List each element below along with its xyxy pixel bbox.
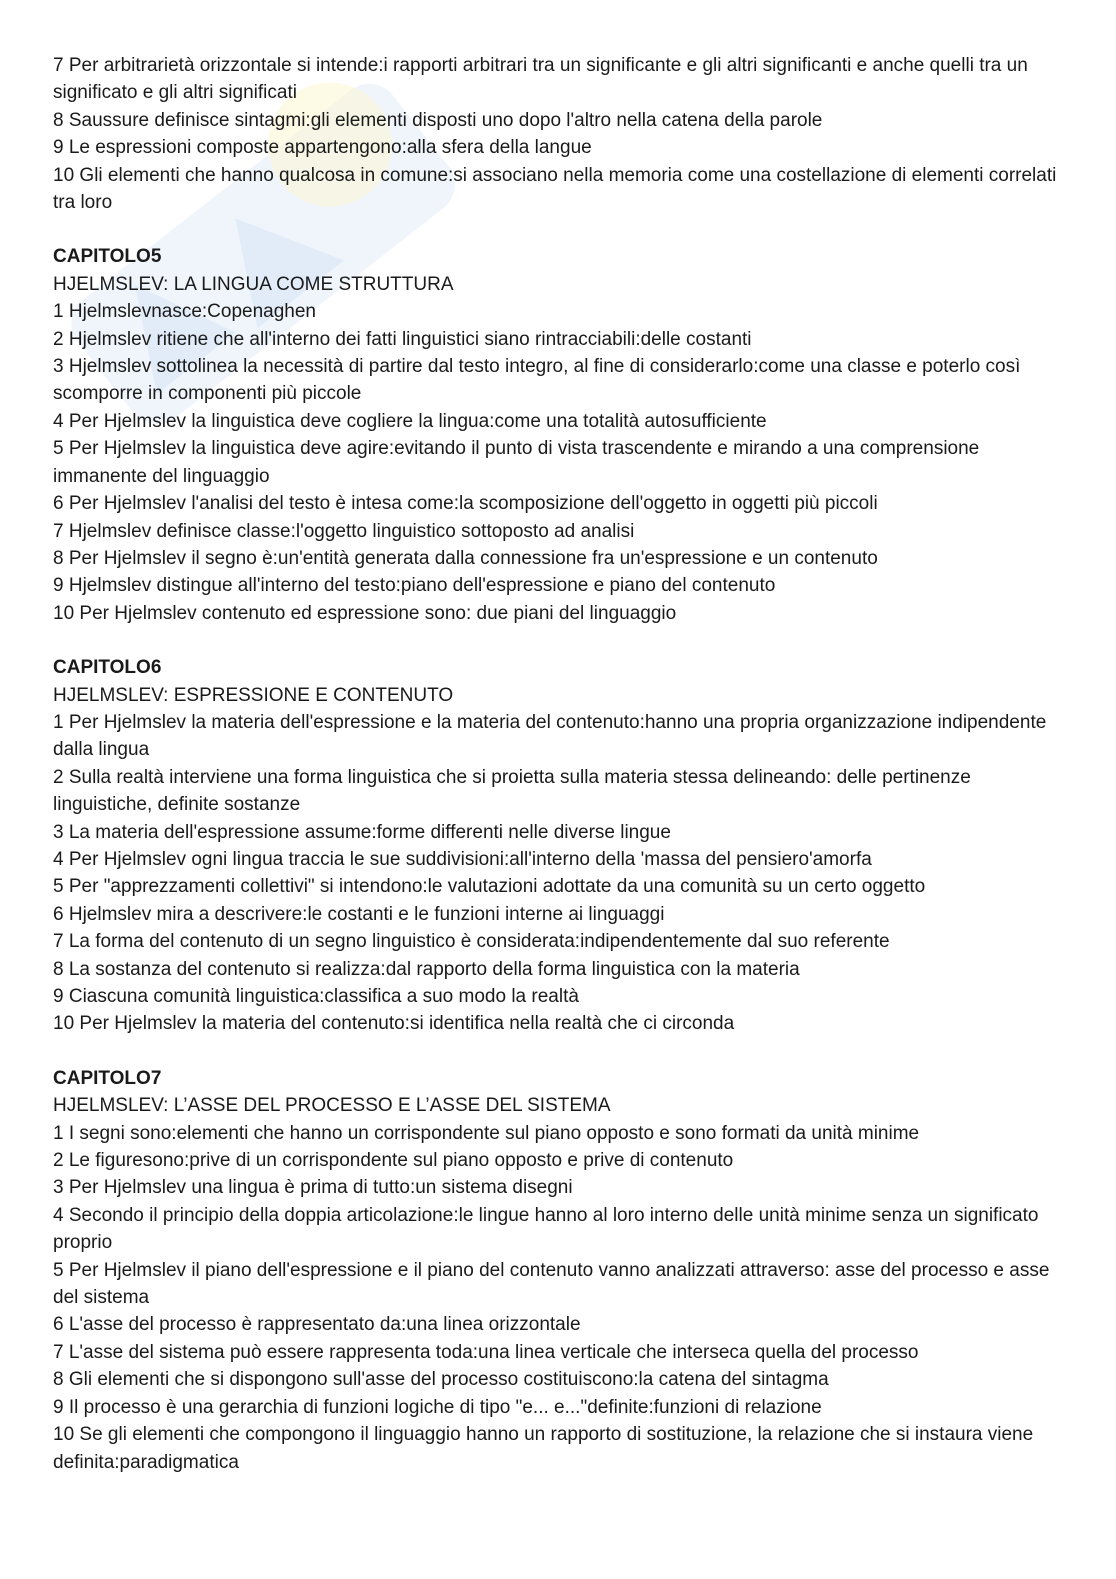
- list-item: 7 Hjelmslev definisce classe:l'oggetto linguistico sottoposto ad analisi: [53, 520, 635, 542]
- list-item: 1 Hjelmslevnasce:Copenaghen: [53, 301, 316, 323]
- list-item: 7 Per arbitrarietà orizzontale si intende:i rapporti arbitrari tra un significante e gli altri significanti e anche quelli tra un significato e gli altri significati: [53, 55, 1028, 104]
- list-item: 10 Per Hjelmslev la materia del contenuto:si identifica nella realtà che ci circonda: [53, 1013, 735, 1035]
- list-item: 5 Per Hjelmslev il piano dell'espressione e il piano del contenuto vanno analizzati attraverso: asse del processo e asse del sistema: [53, 1259, 1050, 1309]
- list-item: 9 Le espressioni composte appartengono:alla sfera della langue: [53, 137, 592, 159]
- list-item: 8 Saussure definisce sintagmi:gli elementi disposti uno dopo l'altro nella catena della parole: [53, 109, 823, 131]
- list-item: 2 Hjelmslev ritiene che all'interno dei fatti linguistici siano rintracciabili:delle costanti: [53, 328, 752, 350]
- list-item: 4 Secondo il principio della doppia articolazione:le lingue hanno al loro interno delle unità minime senza un significato proprio: [53, 1204, 1039, 1254]
- list-item: 10 Gli elementi che hanno qualcosa in comune:si associano nella memoria come una costellazione di elementi correlati tra loro: [53, 164, 1057, 214]
- list-item: 5 Per "apprezzamenti collettivi" si intendono:le valutazioni adottate da una comunità su un certo oggetto: [53, 876, 926, 898]
- chapter-heading: CAPITOLO7: [53, 1067, 162, 1089]
- list-item: 10 Per Hjelmslev contenuto ed espressione sono: due piani del linguaggio: [53, 602, 677, 624]
- list-item: 9 Il processo è una gerarchia di funzioni logiche di tipo "e... e..."definite:funzioni di relazione: [53, 1396, 822, 1418]
- list-item: 8 Gli elementi che si dispongono sull'asse del processo costituiscono:la catena del sintagma: [53, 1369, 829, 1391]
- list-item: 7 L'asse del sistema può essere rappresenta toda:una linea verticale che interseca quella del processo: [53, 1341, 919, 1363]
- chapter-subtitle: HJELMSLEV: ESPRESSIONE E CONTENUTO: [53, 684, 454, 706]
- document-page: [53, 52, 1063, 1476]
- chapter-heading: CAPITOLO6: [53, 657, 162, 679]
- list-item: 1 Per Hjelmslev la materia dell'espressione e la materia del contenuto:hanno una propria organizzazione indipendente dalla lingua: [53, 711, 1047, 761]
- chapter-subtitle: HJELMSLEV: L’ASSE DEL PROCESSO E L’ASSE DEL SISTEMA: [53, 1095, 611, 1117]
- list-item: 4 Per Hjelmslev la linguistica deve cogliere la lingua:come una totalità autosufficiente: [53, 410, 767, 432]
- list-item: 3 Per Hjelmslev una lingua è prima di tutto:un sistema disegni: [53, 1177, 573, 1199]
- list-item: 6 Hjelmslev mira a descrivere:le costanti e le funzioni interne ai linguaggi: [53, 903, 665, 925]
- chapter-subtitle: HJELMSLEV: LA LINGUA COME STRUTTURA: [53, 273, 454, 295]
- intro-list: [53, 52, 1063, 216]
- list-item: 5 Per Hjelmslev la linguistica deve agire:evitando il punto di vista trascendente e mirando a una comprensione immanente del linguaggio: [53, 438, 980, 487]
- chapter-6: [53, 654, 1063, 1038]
- list-item: 1 I segni sono:elementi che hanno un corrispondente sul piano opposto e sono formati da unità minime: [53, 1122, 920, 1144]
- list-item: 6 L'asse del processo è rappresentato da:una linea orizzontale: [53, 1314, 581, 1336]
- list-item: 9 Ciascuna comunità linguistica:classifica a suo modo la realtà: [53, 986, 579, 1007]
- list-item: 9 Hjelmslev distingue all'interno del testo:piano dell'espressione e piano del contenuto: [53, 575, 776, 597]
- chapter-5: [53, 243, 1063, 627]
- list-item: 7 La forma del contenuto di un segno linguistico è considerata:indipendentemente dal suo referente: [53, 931, 890, 953]
- list-item: 2 Sulla realtà interviene una forma linguistica che si proietta sulla materia stessa delineando: delle pertinenze linguistiche, definite sostanze: [53, 766, 971, 816]
- list-item: 3 Hjelmslev sottolinea la necessità di partire dal testo integro, al fine di considerarlo:come una classe e poterlo così scomporre in componenti più piccole: [53, 356, 1021, 405]
- chapter-7: [53, 1065, 1063, 1476]
- list-item: 10 Se gli elementi che compongono il linguaggio hanno un rapporto di sostituzione, la relazione che si instaura viene definita:paradigmatica: [53, 1424, 1034, 1473]
- list-item: 2 Le figuresono:prive di un corrispondente sul piano opposto e prive di contenuto: [53, 1150, 734, 1172]
- list-item: 3 La materia dell'espressione assume:forme differenti nelle diverse lingue: [53, 821, 671, 843]
- chapter-heading: CAPITOLO5: [53, 246, 162, 268]
- list-item: 4 Per Hjelmslev ogni lingua traccia le sue suddivisioni:all'interno della 'massa del pensiero'amorfa: [53, 848, 872, 870]
- list-item: 8 Per Hjelmslev il segno è:un'entità generata dalla connessione fra un'espressione e un contenuto: [53, 547, 878, 569]
- list-item: 6 Per Hjelmslev l'analisi del testo è intesa come:la scomposizione dell'oggetto in oggetti più piccoli: [53, 493, 878, 515]
- list-item: 8 La sostanza del contenuto si realizza:dal rapporto della forma linguistica con la materia: [53, 958, 800, 980]
